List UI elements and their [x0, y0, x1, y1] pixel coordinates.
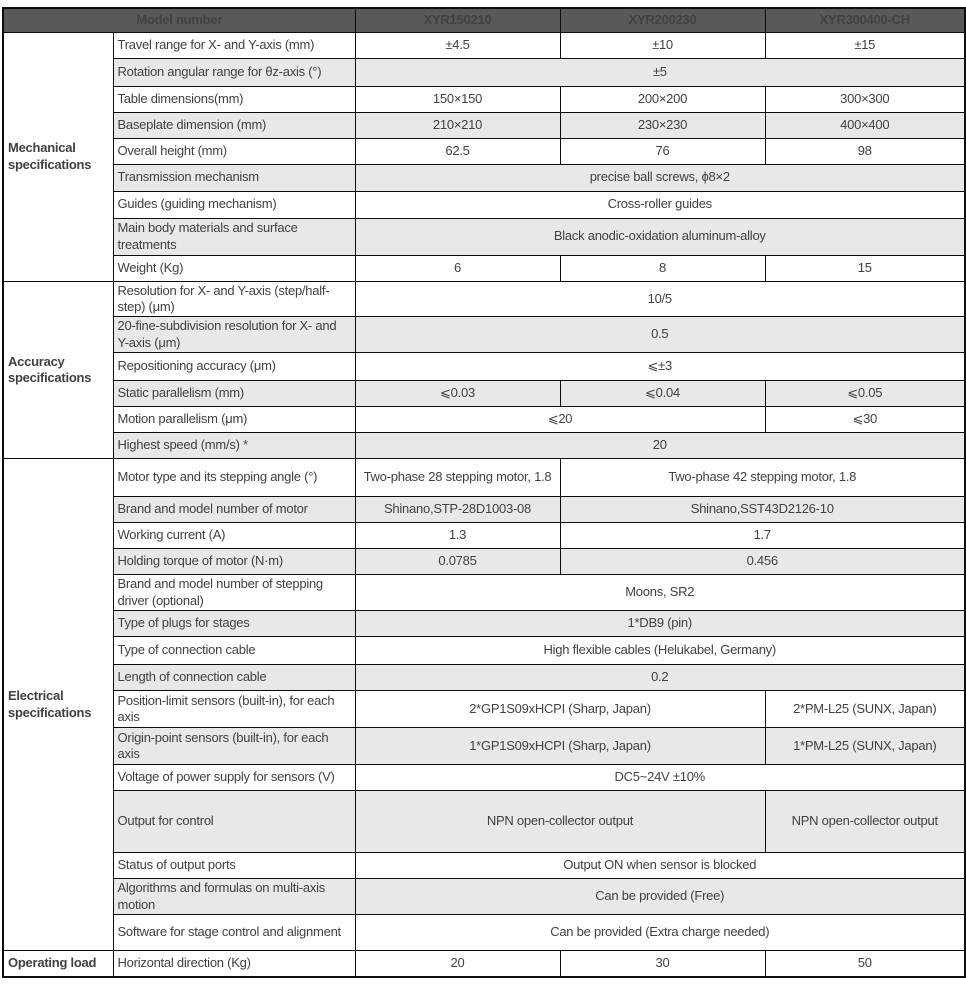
model-column-header-1: XYR150210	[355, 8, 560, 32]
spec-row	[3, 138, 965, 164]
spec-value: Shinano,SST43D2126-10	[560, 497, 965, 523]
spec-value: Black anodic-oxidation aluminum-alloy	[355, 218, 965, 255]
spec-value: ⩽30	[765, 407, 965, 433]
spec-value: 1.7	[560, 523, 965, 549]
spec-value: ±15	[765, 32, 965, 58]
spec-value: Shinano,STP-28D1003-08	[355, 497, 560, 523]
spec-label: Status of output ports	[113, 853, 355, 879]
spec-value: 20	[355, 951, 560, 977]
spec-row	[3, 191, 965, 218]
spec-value: ⩽0.05	[765, 381, 965, 407]
spec-value: 98	[765, 138, 965, 164]
group-label-electrical: Electrical specifications	[3, 459, 113, 951]
spec-value: DC5~24V ±10%	[355, 765, 965, 791]
spec-label: Static parallelism (mm)	[113, 381, 355, 407]
spec-value: NPN open-collector output	[355, 791, 765, 853]
spec-value: 1.3	[355, 523, 560, 549]
spec-table	[2, 7, 966, 978]
spec-label: Software for stage control and alignment	[113, 915, 355, 951]
spec-value: 20	[355, 433, 965, 459]
spec-value: 0.0785	[355, 549, 560, 575]
spec-label: Rotation angular range for θz-axis (°)	[113, 58, 355, 86]
spec-row	[3, 32, 965, 58]
spec-value: 10/5	[355, 281, 965, 317]
spec-value: 2*GP1S09xHCPI (Sharp, Japan)	[355, 691, 765, 728]
spec-label: Holding torque of motor (N·m)	[113, 549, 355, 575]
spec-label: Position-limit sensors (built-in), for each axis	[113, 691, 355, 728]
spec-label: Weight (Kg)	[113, 255, 355, 281]
spec-value: Output ON when sensor is blocked	[355, 853, 965, 879]
spec-row	[3, 353, 965, 381]
spec-label: Length of connection cable	[113, 665, 355, 691]
spec-row	[3, 86, 965, 112]
spec-label: Transmission mechanism	[113, 164, 355, 191]
spec-value: 1*GP1S09xHCPI (Sharp, Japan)	[355, 728, 765, 765]
spec-row	[3, 637, 965, 665]
spec-value: 30	[560, 951, 765, 977]
spec-value: 210×210	[355, 112, 560, 138]
spec-label: Main body materials and surface treatments	[113, 218, 355, 255]
spec-label: Motion parallelism (μm)	[113, 407, 355, 433]
spec-row	[3, 879, 965, 915]
model-number-header: Model number	[3, 8, 355, 32]
model-column-header-2: XYR200230	[560, 8, 765, 32]
table-header-row	[3, 8, 965, 32]
spec-value: precise ball screws, ϕ8×2	[355, 164, 965, 191]
spec-value: ⩽±3	[355, 353, 965, 381]
spec-value: 8	[560, 255, 765, 281]
spec-value: Cross-roller guides	[355, 191, 965, 218]
spec-row	[3, 58, 965, 86]
spec-label: Algorithms and formulas on multi-axis motion	[113, 879, 355, 915]
spec-label: Motor type and its stepping angle (°)	[113, 459, 355, 497]
spec-value: ⩽0.04	[560, 381, 765, 407]
spec-row	[3, 691, 965, 728]
spec-label: Horizontal direction (Kg)	[113, 951, 355, 977]
spec-label: 20-fine-subdivision resolution for X- and Y-axis (μm)	[113, 317, 355, 353]
group-label-mechanical: Mechanical specifications	[3, 32, 113, 281]
spec-row	[3, 459, 965, 497]
spec-value: 15	[765, 255, 965, 281]
group-label-operating-load: Operating load	[3, 951, 113, 977]
spec-value: ±10	[560, 32, 765, 58]
spec-row	[3, 281, 965, 317]
spec-label: Brand and model number of motor	[113, 497, 355, 523]
spec-row	[3, 951, 965, 977]
spec-row	[3, 915, 965, 951]
spec-row	[3, 728, 965, 765]
spec-row	[3, 611, 965, 637]
spec-row	[3, 317, 965, 353]
spec-label: Travel range for X- and Y-axis (mm)	[113, 32, 355, 58]
spec-row	[3, 381, 965, 407]
spec-label: Guides (guiding mechanism)	[113, 191, 355, 218]
spec-row	[3, 765, 965, 791]
spec-value: High flexible cables (Helukabel, Germany)	[355, 637, 965, 665]
spec-value: 50	[765, 951, 965, 977]
spec-value: 1*PM-L25 (SUNX, Japan)	[765, 728, 965, 765]
spec-row	[3, 853, 965, 879]
spec-value: Two-phase 28 stepping motor, 1.8	[355, 459, 560, 497]
spec-value: 0.2	[355, 665, 965, 691]
spec-value: ±4.5	[355, 32, 560, 58]
spec-label: Working current (A)	[113, 523, 355, 549]
spec-value: Moons, SR2	[355, 575, 965, 611]
spec-value: 150×150	[355, 86, 560, 112]
spec-row	[3, 523, 965, 549]
spec-row	[3, 407, 965, 433]
spec-value: 300×300	[765, 86, 965, 112]
spec-value: 76	[560, 138, 765, 164]
spec-value: ⩽20	[355, 407, 765, 433]
spec-label: Type of plugs for stages	[113, 611, 355, 637]
spec-label: Table dimensions(mm)	[113, 86, 355, 112]
spec-value: 0.5	[355, 317, 965, 353]
spec-label: Baseplate dimension (mm)	[113, 112, 355, 138]
spec-row	[3, 164, 965, 191]
spec-row	[3, 497, 965, 523]
spec-value: NPN open-collector output	[765, 791, 965, 853]
spec-row	[3, 218, 965, 255]
spec-value: ±5	[355, 58, 965, 86]
spec-value: 2*PM-L25 (SUNX, Japan)	[765, 691, 965, 728]
spec-value: Two-phase 42 stepping motor, 1.8	[560, 459, 965, 497]
spec-value: 400×400	[765, 112, 965, 138]
spec-label: Highest speed (mm/s) *	[113, 433, 355, 459]
spec-label: Type of connection cable	[113, 637, 355, 665]
spec-row	[3, 665, 965, 691]
spec-value: 6	[355, 255, 560, 281]
spec-row	[3, 791, 965, 853]
spec-label: Output for control	[113, 791, 355, 853]
spec-label: Repositioning accuracy (μm)	[113, 353, 355, 381]
spec-label: Voltage of power supply for sensors (V)	[113, 765, 355, 791]
model-column-header-3: XYR300400-CH	[765, 8, 965, 32]
spec-row	[3, 575, 965, 611]
spec-row	[3, 433, 965, 459]
spec-row	[3, 549, 965, 575]
spec-value: 230×230	[560, 112, 765, 138]
spec-row	[3, 255, 965, 281]
spec-value: 1*DB9 (pin)	[355, 611, 965, 637]
spec-value: Can be provided (Free)	[355, 879, 965, 915]
group-label-accuracy: Accuracy specifications	[3, 281, 113, 459]
spec-value: 0.456	[560, 549, 965, 575]
spec-label: Resolution for X- and Y-axis (step/half-step) (μm)	[113, 281, 355, 317]
spec-value: 200×200	[560, 86, 765, 112]
spec-value: ⩽0.03	[355, 381, 560, 407]
spec-label: Overall height (mm)	[113, 138, 355, 164]
spec-label: Brand and model number of stepping driver (optional)	[113, 575, 355, 611]
spec-label: Origin-point sensors (built-in), for each axis	[113, 728, 355, 765]
spec-row	[3, 112, 965, 138]
spec-value: 62.5	[355, 138, 560, 164]
spec-value: Can be provided (Extra charge needed)	[355, 915, 965, 951]
